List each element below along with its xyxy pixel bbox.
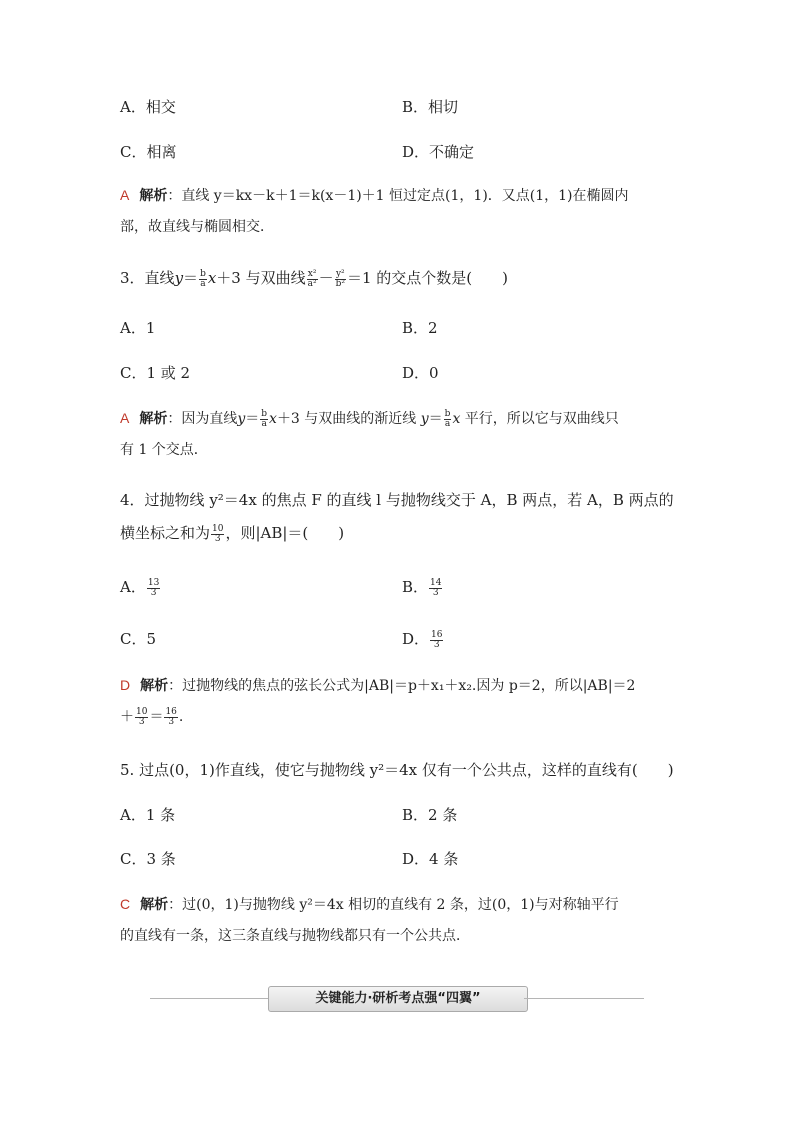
answer-text: ：直线 y＝kx－k＋1＝k(x－1)＋1 恒过定点(1，1)．又点(1，1)在椭圆内 [167,188,629,204]
q5-answer [120,889,680,952]
question-4-line-1: 4．过抛物线 y²＝4x 的焦点 F 的直线 l 与抛物线交于 A，B 两点，若 A，B 两点的 [120,491,674,509]
fraction-b-over-a: $\frac{b}{a}$ [200,268,206,289]
q4-answer-line-2: ＋ $\frac{10}{3}$ ＝ $\frac{16}{3}$ . [120,706,184,727]
q2-option-a: A．相交 [120,98,176,116]
q2-answer-line-2: 部，故直线与椭圆相交． [120,219,274,235]
q5-answer-line-1: C 解析：过(0，1)与抛物线 y²＝4x 相切的直线有 2 条，过(0，1)与对称轴平行 [120,896,619,913]
q4-option-a: A． $\frac{13}{3}$ [120,577,160,598]
q3-option-d: D．0 [402,364,439,382]
q5-option-b: B．2 条 [402,806,458,824]
q3-options-row-2 [120,362,680,386]
question-text: ＋3 与双曲线 [216,269,306,287]
q5-options-row-2 [120,848,680,872]
answer-tag: 解析 [140,678,169,694]
answer-letter: A [120,187,130,203]
question-5: 5. 过点(0，1)作直线，使它与抛物线 y²＝4x 仅有一个公共点，这样的直线有( ) [120,761,674,779]
q2-options-row-2 [120,141,680,165]
q4-option-d: D． $\frac{16}{3}$ [402,629,443,650]
q4-option-b: B． $\frac{14}{3}$ [402,577,442,598]
answer-tag: 解析 [140,897,169,913]
answer-letter: C [120,896,131,912]
section-banner [150,984,644,1012]
banner-title: 关键能力·研析考点强“四翼” [268,986,528,1012]
q5-option-c: C．3 条 [120,850,176,868]
question-3: 3．直线y＝ $\frac{b}{a}$ x＋3 与双曲线 $\frac{\text{x²}}{\text{a²}}$ － $\frac{\text{y²}}{\text{b²}}$ ＝1 的交点个数是( ) [120,268,509,289]
banner-divider-left [150,998,270,999]
q3-answer [120,403,680,466]
q5-option-a: A．1 条 [120,806,176,824]
answer-letter: A [120,410,130,426]
q5-option-d: D．4 条 [402,850,459,868]
q2-answer [120,180,680,243]
q5-options-row-1 [120,804,680,828]
q5-answer-line-2: 的直线有一条，这三条直线与抛物线都只有一个公共点． [120,928,470,944]
q4-answer [120,670,680,733]
question-4-line-2: 横坐标之和为 $\frac{10}{3}$ ，则|AB|＝( ) [120,523,345,544]
q4-options-row-1 [120,576,680,600]
fraction-y2-over-b2: $\frac{\text{y²}}{\text{b²}}$ [335,268,345,289]
q4-option-c: C．5 [120,630,157,648]
banner-divider-right [524,998,644,999]
q3-answer-line-1: A 解析：因为直线y＝ $\frac{b}{a}$ x＋3 与双曲线的渐近线 y＝ $\frac{b}{a}$ x 平行，所以它与双曲线只 [120,408,619,429]
question-text: ＝1 的交点个数是( ) [346,269,509,287]
answer-tag: 解析 [139,411,168,427]
q4-options-row-2 [120,628,680,652]
q2-option-c: C．相离 [120,143,177,161]
question-text: 直线 [144,269,175,287]
question-4 [120,484,680,550]
q3-option-c: C．1 或 2 [120,364,191,382]
q2-option-b: B．相切 [402,98,459,116]
q2-answer-line-1 [120,180,680,212]
question-number: 3． [120,269,145,287]
answer-letter: D [120,677,131,693]
q4-answer-line-1: D 解析：过抛物线的焦点的弦长公式为|AB|＝p＋x₁＋x₂.因为 p＝2，所以|AB|＝2 [120,677,636,694]
q2-options-row-1 [120,96,680,120]
answer-tag: 解析 [139,188,168,204]
q3-option-b: B．2 [402,319,438,337]
fraction-x2-over-a2: $\frac{\text{x²}}{\text{a²}}$ [307,268,317,289]
q3-option-a: A．1 [120,319,156,337]
q3-answer-line-2: 有 1 个交点． [120,442,208,458]
q2-option-d: D．不确定 [402,143,475,161]
q3-options-row-1 [120,317,680,341]
